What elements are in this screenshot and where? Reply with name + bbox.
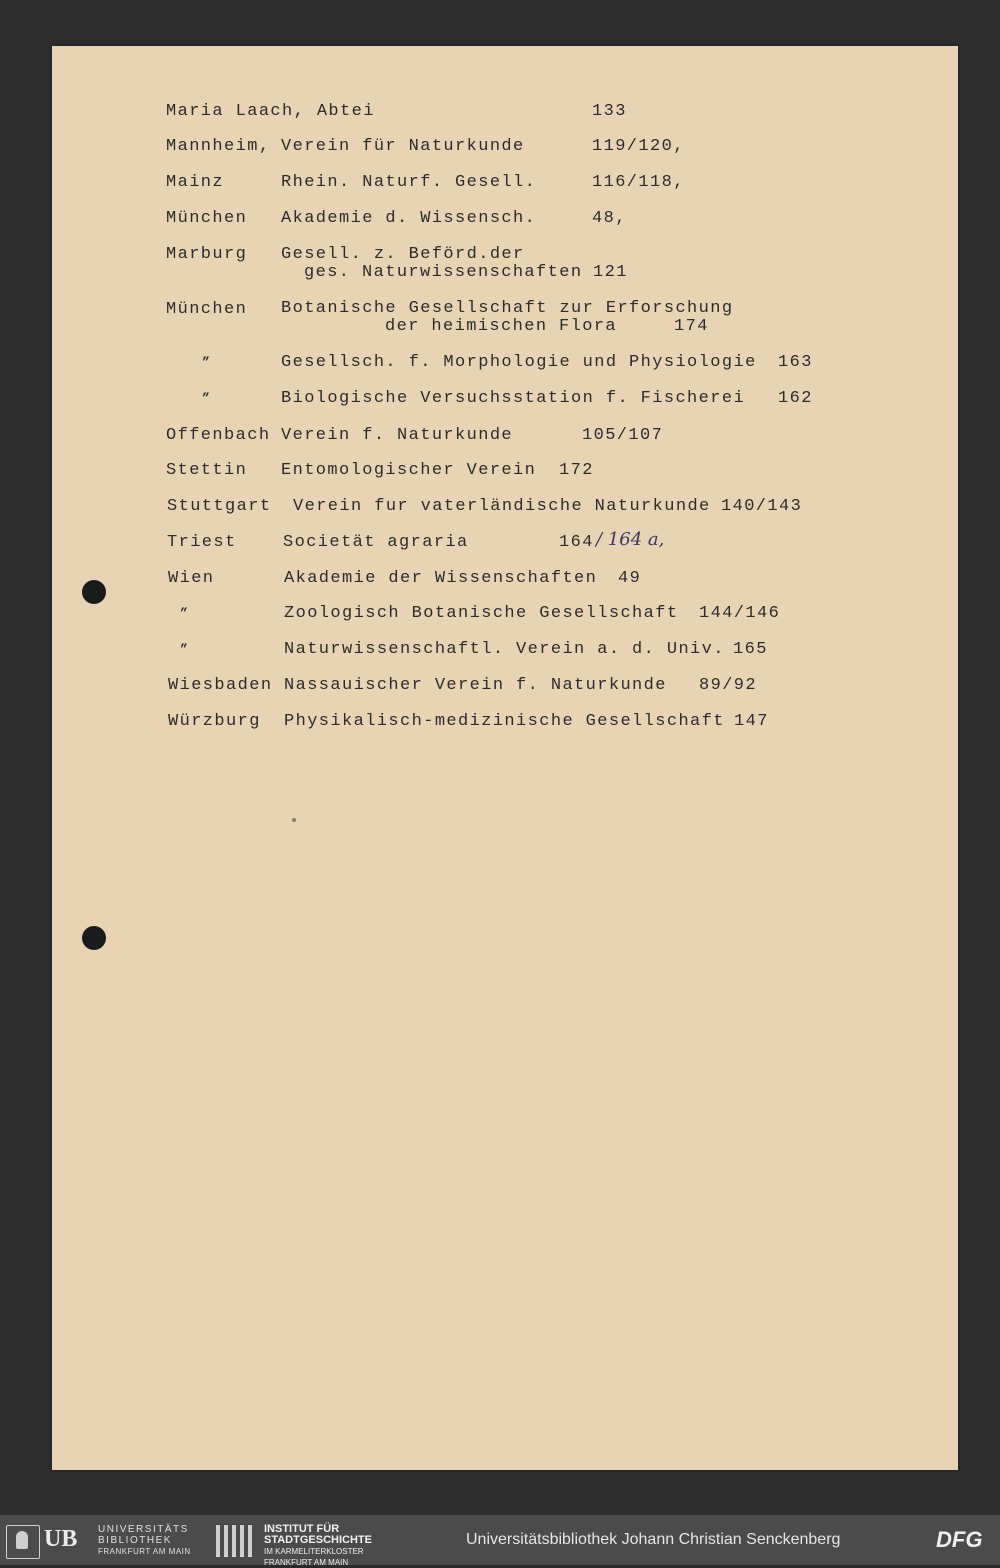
footer-bar: [0, 1515, 1000, 1565]
entry-description-continued: ges. Naturwissenschaften: [304, 263, 583, 282]
entry-number: 174: [674, 317, 709, 336]
entry-description: Verein fur vaterländische Naturkunde: [293, 497, 711, 516]
isg-line-1: INSTITUT FÜR: [264, 1523, 340, 1535]
entry-number: 147: [734, 712, 769, 731]
entry-number: 163: [778, 353, 813, 372]
entry-description: Gesell. z. Beförd.der: [281, 245, 525, 264]
ditto-mark: ”: [180, 606, 190, 621]
entry-place: München: [166, 300, 248, 319]
entry-description-continued: der heimischen Flora: [385, 317, 618, 336]
entry-number: 116/118,: [592, 173, 685, 192]
ub-line-3: FRANKFURT AM MAIN: [98, 1547, 191, 1556]
document-page: [52, 46, 958, 1470]
entry-number: 140/143: [721, 497, 803, 516]
entry-description: Verein für Naturkunde: [281, 137, 525, 156]
ditto-mark: ”: [202, 391, 212, 406]
entry-number: 105/107: [582, 426, 664, 445]
entry-place: München: [166, 209, 248, 228]
entry-place: Mainz: [166, 173, 225, 192]
library-title: Universitätsbibliothek Johann Christian Senckenberg: [466, 1531, 841, 1548]
entry-place: Würzburg: [168, 712, 261, 731]
isg-columns-icon: [214, 1525, 254, 1557]
ub-line-2: BIBLIOTHEK: [98, 1535, 172, 1546]
isg-line-2: STADTGESCHICHTE: [264, 1534, 372, 1546]
entry-place: Stuttgart: [167, 497, 272, 516]
entry-number: 49: [618, 569, 642, 588]
entry-place: Triest: [167, 533, 237, 552]
entry-number: 162: [778, 389, 813, 408]
entry-description: Zoologisch Botanische Gesellschaft: [284, 604, 679, 623]
entry-description: Nassauischer Verein f. Naturkunde: [284, 676, 667, 695]
entry-place: Wien: [168, 569, 215, 588]
entry-description: Societät agraria: [283, 533, 469, 552]
entry-number: 89/92: [699, 676, 758, 695]
entry-number: 133: [592, 102, 627, 121]
entry-description: Naturwissenschaftl. Verein a. d. Univ.: [284, 640, 725, 659]
dfg-logo: DFG: [936, 1527, 983, 1552]
isg-logo-text: [264, 1524, 372, 1568]
entry-place: Marburg: [166, 245, 248, 264]
ub-logo-lines: [98, 1524, 191, 1557]
entry-description: Akademie der Wissenschaften: [284, 569, 598, 588]
isg-line-4: FRANKFURT AM MAIN: [264, 1558, 349, 1567]
ub-line-1: UNIVERSITÄTS: [98, 1524, 189, 1535]
entry-place: Mannheim,: [166, 137, 271, 156]
entry-place: Stettin: [166, 461, 248, 480]
ditto-mark: ”: [202, 355, 212, 370]
entry-description: Akademie d. Wissensch.: [281, 209, 537, 228]
paper-speck: [292, 818, 296, 822]
entry-place: Wiesbaden: [168, 676, 273, 695]
entry-description: Verein f. Naturkunde: [281, 426, 514, 445]
entry-description: Physikalisch-medizinische Gesellschaft: [284, 712, 725, 731]
entry-description: Gesellsch. f. Morphologie und Physiologie: [281, 353, 757, 372]
entry-number: 119/120,: [592, 137, 685, 156]
entry-number: 144/146: [699, 604, 781, 623]
entry-place: Offenbach: [166, 426, 271, 445]
entry-description: Entomologischer Verein: [281, 461, 537, 480]
entry-place: Maria Laach, Abtei: [166, 102, 375, 121]
entry-description: Botanische Gesellschaft zur Erforschung: [281, 299, 734, 318]
punch-hole: [82, 926, 106, 950]
entry-description: Rhein. Naturf. Gesell.: [281, 173, 537, 192]
entry-number: 165: [733, 640, 768, 659]
ditto-mark: ”: [180, 642, 190, 657]
ub-logo-text: UB: [44, 1526, 78, 1552]
handwritten-annotation: / 164 a,: [596, 529, 665, 550]
entry-number: 164: [559, 533, 594, 552]
isg-line-3: IM KARMELITERKLOSTER: [264, 1547, 364, 1556]
entry-description: Biologische Versuchsstation f. Fischerei: [281, 389, 746, 408]
entry-number: 48,: [592, 209, 627, 228]
entry-number: 172: [559, 461, 594, 480]
entry-number: 121: [593, 263, 628, 282]
punch-hole: [82, 580, 106, 604]
ub-emblem-icon: [6, 1525, 40, 1559]
